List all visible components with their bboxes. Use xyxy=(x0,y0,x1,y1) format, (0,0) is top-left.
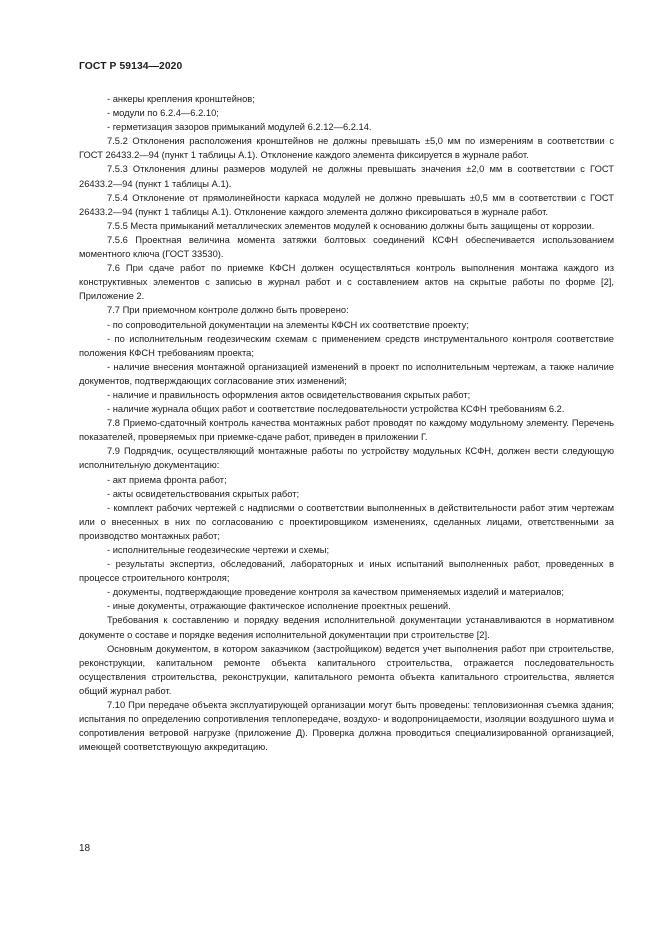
paragraph-7-5-5: 7.5.5 Места примыканий металлических элементов модулей к основанию должны быть защищены от коррозии. xyxy=(107,220,595,231)
list-item: - наличие журнала общих работ и соответствие последовательности устройства КСФН требованиям 6.2. xyxy=(107,404,565,415)
paragraph-7-10: 7.10 При передаче объекта эксплуатирующей организации могут быть проведены: тепловизионная съемка здания; испытания по определению сопротивления теплопередаче, воздухо- и водопроницаемости, изоляции воздушного шума и сопротивления ветровой нагрузке (приложение Д). Проверка должна проводиться специализированной организацией, имеющей соответствующую аккредитацию. xyxy=(79,700,614,753)
list-item: - исполнительные геодезические чертежи и схемы; xyxy=(107,545,330,555)
document-body xyxy=(79,92,614,754)
paragraph-7-7: 7.7 При приемочном контроле должно быть проверено: xyxy=(107,305,349,316)
page-number: 18 xyxy=(79,843,91,854)
paragraph-general-journal: Основным документом, в котором заказчиком (застройщиком) ведется учет выполнения работ при строительстве, реконструкции, капитальном ремонте объекта капитального строительства, отражается последовательность осуществления строительства, реконструкции, капитального ремонта объекта капитального строительства, является общий журнал работ. xyxy=(79,643,614,696)
list-item: - наличие внесения монтажной организацией изменений в проект по исполнительным чертежам, а также наличие документов, подтверждающих согласование этих изменений; xyxy=(79,361,614,386)
paragraph-7-6: 7.6 При сдаче работ по приемке КФСН должен осуществляться контроль выполнения монтажа каждого из конструктивных элементов с записью в журнал работ и с составлением актов на скрытые работы по форме [2], Приложение 2. xyxy=(79,263,614,302)
list-item: - по исполнительным геодезическим схемам с применением средств инструментального контроля соответствие положения КФСН требованиям проекта; xyxy=(79,333,614,358)
paragraph-7-8: 7.8 Приемо-сдаточный контроль качества монтажных работ проводят по каждому модульному элементу. Перечень показателей, проверяемых при приемке-сдаче работ, приведен в приложении Г. xyxy=(79,418,614,443)
paragraph-requirements: Требования к составлению и порядку ведения исполнительной документации устанавливаются в нормативном документе о составе и порядке ведения исполнительной документации при строительстве [2]. xyxy=(79,615,614,640)
list-item: - модули по 6.2.4—6.2.10; xyxy=(107,108,219,119)
list-item: - результаты экспертиз, обследований, лабораторных и иных испытаний выполненных работ, проведенных в процессе строительного контроля; xyxy=(79,559,614,584)
paragraph-7-5-3: 7.5.3 Отклонения длины размеров модулей не должны превышать значения ±2,0 мм в соответствии с ГОСТ 26433.2—94 (пункт 1 таблицы А.1). xyxy=(79,164,614,189)
list-item: - герметизация зазоров примыканий модулей 6.2.12—6.2.14. xyxy=(107,122,372,133)
list-item: - комплект рабочих чертежей с надписями о соответствии выполненных в действительности работ этим чертежам или о внесенных в них по согласованию с проектировщиком изменениях, сделанных лицами, ответственными за производство монтажных работ; xyxy=(79,502,614,541)
paragraph-7-9: 7.9 Подрядчик, осуществляющий монтажные работы по устройству модульных КСФН, должен вести следующую исполнительную документацию: xyxy=(79,446,614,471)
paragraph-7-5-4: 7.5.4 Отклонение от прямолинейности каркаса модулей не должно превышать ±0,5 мм в соответствии с ГОСТ 26433.2—94 (пункт 1 таблицы А.1). Отклонение каждого элемента должно фиксироваться в журнале работ. xyxy=(79,192,614,217)
list-item: - акт приема фронта работ; xyxy=(107,474,227,485)
list-item: - анкеры крепления кронштейнов; xyxy=(107,94,255,104)
paragraph-7-5-2: 7.5.2 Отклонения расположения кронштейнов не должны превышать ±5,0 мм по измерениям в соответствии с ГОСТ 26433.2—94 (пункт 1 таблицы А.1). Отклонение каждого элемента фиксируется в журнале работ. xyxy=(79,136,614,161)
list-item: - по сопроводительной документации на элементы КФСН их соответствие проекту; xyxy=(107,319,469,330)
list-item: - акты освидетельствования скрытых работ; xyxy=(107,488,300,499)
paragraph-7-5-6: 7.5.6 Проектная величина момента затяжки болтовых соединений КСФН обеспечивается использованием моментного ключа (ГОСТ 33530). xyxy=(79,234,614,260)
list-item: - наличие и правильность оформления актов освидетельствования скрытых работ; xyxy=(107,389,471,400)
document-header: ГОСТ Р 59134—2020 xyxy=(79,61,183,72)
list-item: - иные документы, отражающие фактическое исполнение проектных решений. xyxy=(107,601,451,612)
list-item: - документы, подтверждающие проведение контроля за качеством применяемых изделий и материалов; xyxy=(107,587,564,598)
